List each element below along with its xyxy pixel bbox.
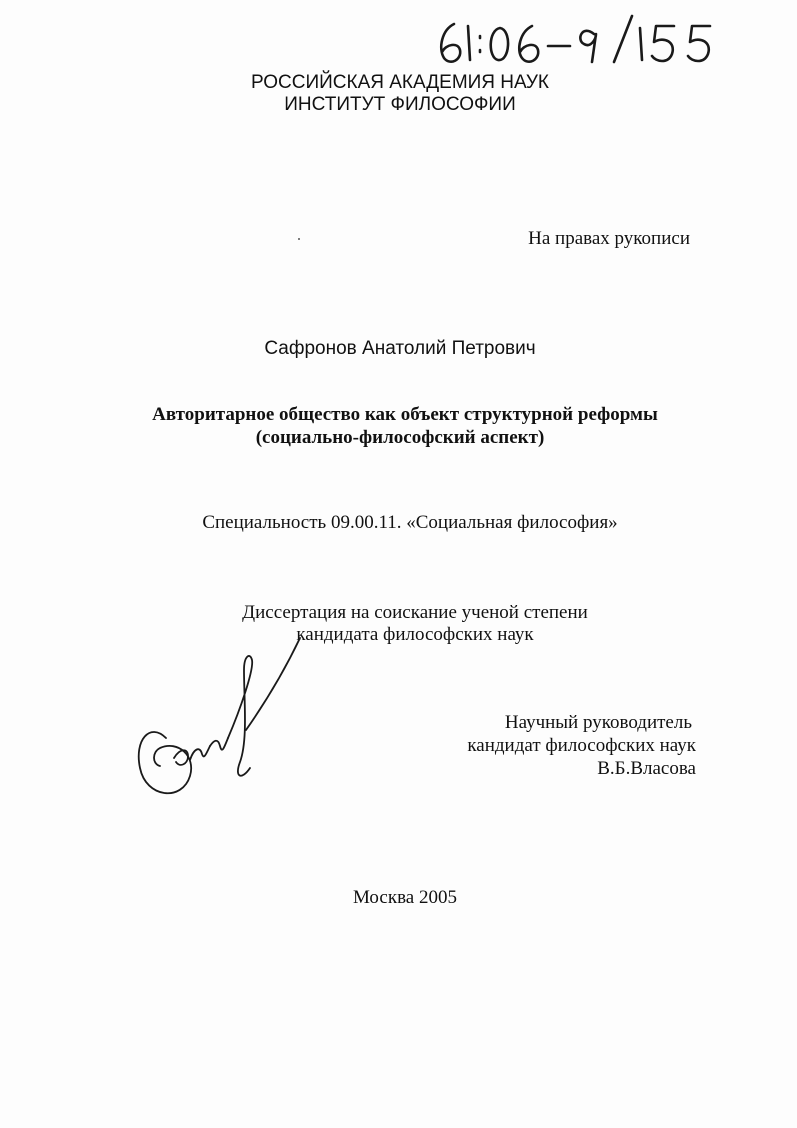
handwritten-signature bbox=[130, 630, 310, 805]
dissertation-degree-line-2: кандидата философских наук bbox=[296, 624, 534, 645]
supervisor-role: Научный руководитель bbox=[504, 712, 692, 733]
scan-speck bbox=[298, 238, 300, 240]
organization-name: РОССИЙСКАЯ АКАДЕМИЯ НАУК bbox=[250, 72, 550, 93]
dissertation-title-line-1: Авторитарное общество как объект структурной реформы bbox=[152, 404, 658, 425]
institute-name: ИНСТИТУТ ФИЛОСОФИИ bbox=[284, 94, 516, 115]
supervisor-degree: кандидат философских наук bbox=[467, 735, 696, 756]
city-year: Москва 2005 bbox=[353, 887, 457, 908]
dissertation-title-line-2: (социально-философский аспект) bbox=[255, 427, 545, 448]
rights-note: На правах рукописи bbox=[528, 228, 690, 249]
author-name: Сафронов Анатолий Петрович bbox=[264, 338, 536, 359]
speciality-line: Специальность 09.00.11. «Социальная философия» bbox=[202, 512, 618, 533]
supervisor-name: В.Б.Власова bbox=[597, 758, 696, 779]
dissertation-degree-line-1: Диссертация на соискание ученой степени bbox=[242, 602, 588, 623]
handwritten-call-number bbox=[432, 14, 722, 66]
